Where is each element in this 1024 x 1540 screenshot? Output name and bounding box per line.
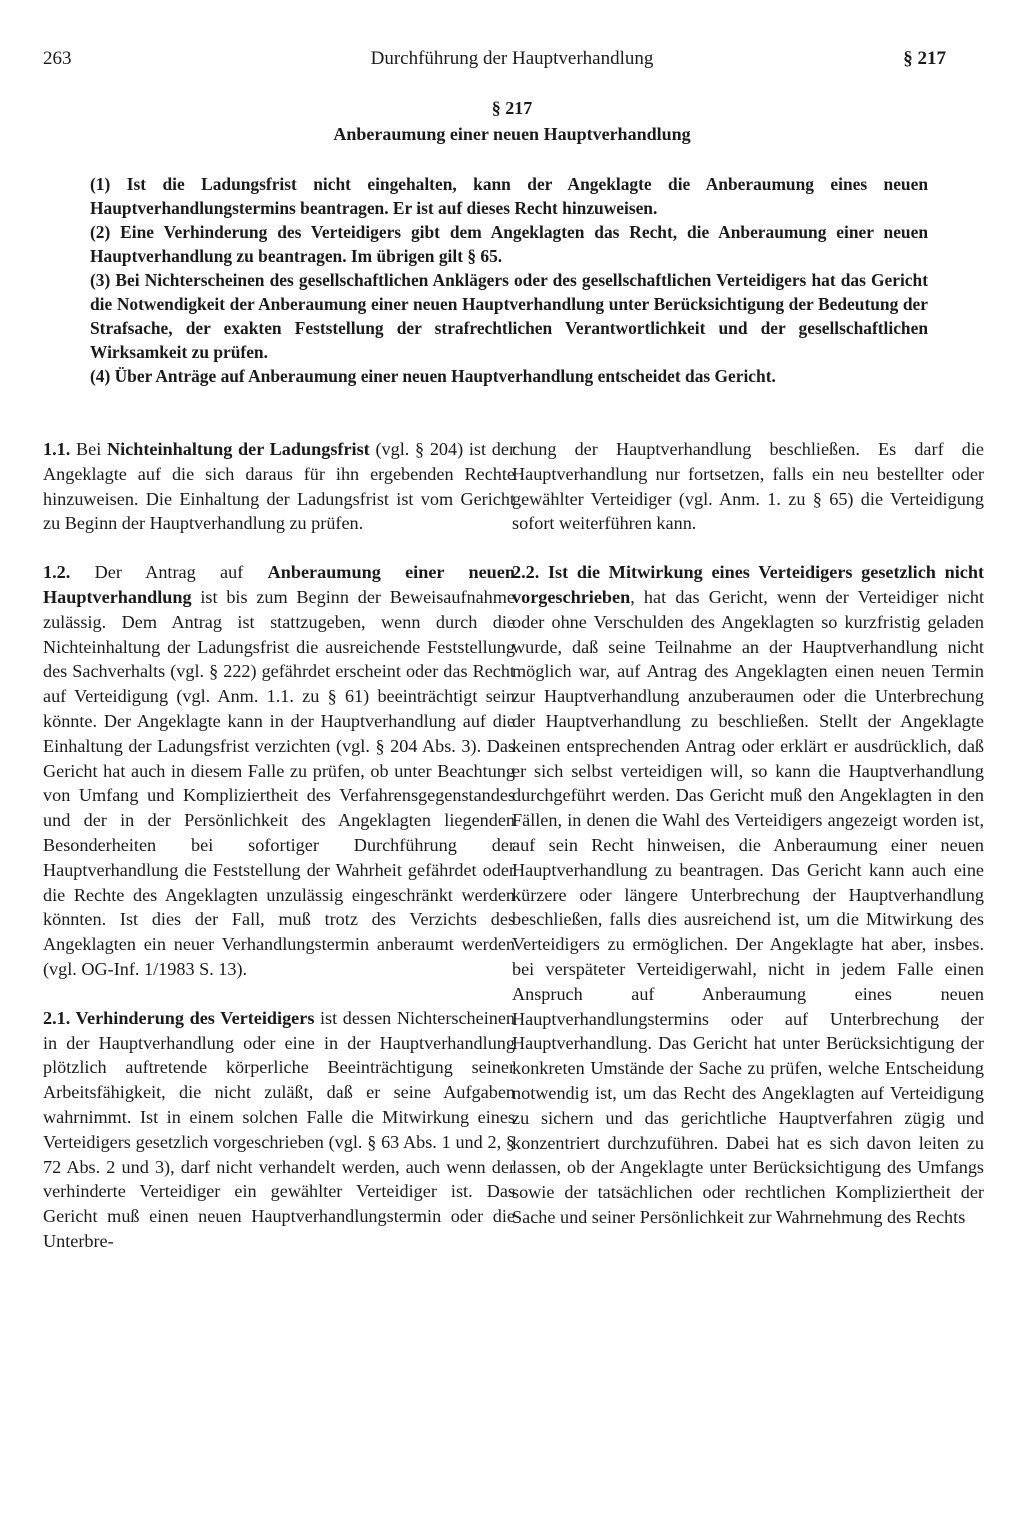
statute-paragraph-2: (2) Eine Verhinderung des Verteidigers gibt dem Angeklagten das Recht, die Anberaumung einer neuen Hauptverhandlung zu beantragen. Im übrigen gilt § 65. bbox=[90, 222, 928, 266]
annotation-number: 1.1. bbox=[43, 439, 71, 459]
annotation-text: ist bis zum Beginn der Beweisaufnahme zulässig. Dem Antrag ist stattzugeben, wenn durch die Nichteinhaltung der Ladungsfrist die ausreichende Feststellung des Sachverhalts (vgl. § 222) gefährdet erscheint oder das Recht auf Verteidigung (vgl. Anm. 1.1. zu § 61) beeinträchtigt sein könnte. Der Angeklagte kann in der Hauptverhandlung auf die Einhaltung der Ladungsfrist verzichten (vgl. § 204 Abs. 3). Das Gericht hat auch in diesem Falle zu prüfen, ob unter Beachtung von Umfang und Kompliziertheit des Verfahrensgegenstandes und der in der Persönlichkeit des Angeklagten liegenden Besonderheiten bei sofortiger Durchführung der Hauptverhandlung die Feststellung der Wahrheit gefährdet oder die Rechte des Angeklagten unzulässig eingeschränkt werden könnten. Ist dies der Fall, muß trotz des Verzichts des Angeklagten ein neuer Verhandlungstermin anberaumt werden (vgl. OG-Inf. 1/1983 S. 13). bbox=[43, 586, 515, 979]
annotation-1-2 bbox=[43, 560, 515, 982]
statute-paragraph-3: (3) Bei Nichterscheinen des gesellschaftlichen Anklägers oder des gesellschaftlichen Verteidigers hat das Gericht die Notwendigkeit der Anberaumung einer neuen Hauptverhandlung unter Berücksichtigung der Bedeutung der Strafsache, der exakten Feststellung der strafrechtlichen Verantwortlichkeit und der gesellschaftlichen Wirksamkeit zu prüfen. bbox=[90, 270, 928, 362]
annotation-text: ist dessen Nichterscheinen in der Hauptverhandlung oder eine in der Hauptverhandlung plötzlich auftretende körperliche Beeinträchtigung seiner Arbeitsfähigkeit, die nicht zuläßt, daß er seine Aufgaben wahrnimmt. Ist in einem solchen Falle die Mitwirkung eines Verteidigers gesetzlich vorgeschrieben (vgl. § 63 Abs. 1 und 2, § 72 Abs. 2 und 3), darf nicht verhandelt werden, auch wenn der verhinderte Verteidiger ein gewählter Verteidiger ist. Das Gericht muß einen neuen Hauptverhandlungstermin oder die Unterbre- bbox=[43, 1007, 516, 1251]
annotation-keyword: Ist die Mitwirkung eines Verteidigers gesetzlich nicht vorgeschrieben bbox=[512, 562, 984, 607]
page-number: 263 bbox=[43, 48, 72, 69]
statute-text bbox=[90, 172, 928, 388]
annotation-keyword: Nichteinhaltung der Ladungsfrist bbox=[106, 439, 370, 459]
annotation-keyword: Anberaumung einer neuen Hauptverhandlung bbox=[43, 562, 515, 607]
annotation-2-1 bbox=[43, 1006, 515, 1254]
header-section: § 217 bbox=[903, 48, 946, 69]
statute-paragraph-4: (4) Über Anträge auf Anberaumung einer neuen Hauptverhandlung entscheidet das Gericht. bbox=[90, 366, 776, 386]
annotation-2-1-continued: chung der Hauptverhandlung beschließen. Es darf die Hauptverhandlung nur fortsetzen, falls ein neu bestellter oder gewählter Verteidiger (vgl. Anm. 1. zu § 65) die Verteidigung sofort weiterführen kann. bbox=[512, 439, 984, 534]
annotation-text: , hat das Gericht, wenn der Verteidiger nicht oder ohne Verschulden des Angeklagten so kurzfristig geladen wurde, daß seine Teilnahme an der Hauptverhandlung nicht möglich war, auf Antrag des Angeklagten einen neuen Termin zur Hauptverhandlung anzuberaumen oder die Unterbrechung der Hauptverhandlung zu beschließen. Stellt der Angeklagte keinen entsprechenden Antrag oder erklärt er ausdrücklich, daß er sich selbst verteidigen will, so kann die Hauptverhandlung durchgeführt werden. Das Gericht muß den Angeklagten in den Fällen, in denen die Wahl des Verteidigers angezeigt worden ist, auf sein Recht hinweisen, die Anberaumung einer neuen Hauptverhandlung zu beantragen. Das Gericht kann auch eine kürzere oder längere Unterbrechung der Hauptverhandlung beschließen, falls dies ausreichend ist, um die Mitwirkung des Verteidigers zu ermöglichen. Der Angeklagte hat aber, insbes. bei verspäteter Verteidigerwahl, nicht in jedem Falle einen Anspruch auf Anberaumung eines neuen Hauptverhandlungstermins oder auf Unterbrechung der Hauptverhandlung. Das Gericht hat unter Berücksichtigung der konkreten Umstände der Sache zu prüfen, welche Entscheidung notwendig ist, um das Recht des Angeklagten auf Verteidigung zu sichern und das gerichtliche Hauptverfahren zügig und konzentriert durchzuführen. Dabei hat es sich davon leiten zu lassen, ob der Angeklagte unter Berücksichtigung des Umfangs sowie der tatsächlichen oder rechtlichen Kompliziertheit der Sache und seiner Persönlichkeit zur Wahrnehmung des Rechts bbox=[512, 586, 984, 1227]
section-title: Anberaumung einer neuen Hauptverhandlung bbox=[333, 124, 691, 144]
annotation-number: 2.1. bbox=[43, 1007, 71, 1028]
commentary-right-column bbox=[512, 437, 984, 1254]
commentary-left-column bbox=[43, 437, 515, 1278]
annotation-number: 2.2. bbox=[512, 562, 540, 583]
annotation-1-1 bbox=[43, 437, 515, 536]
page-header bbox=[0, 44, 1024, 74]
annotation-text: Der Antrag auf bbox=[70, 562, 268, 583]
section-number: § 217 bbox=[491, 98, 533, 118]
statute-paragraph-1: (1) Ist die Ladungsfrist nicht eingehalten, kann der Angeklagte die Anberaumung eines neuen Hauptverhandlungstermins beantragen. Er ist auf dieses Recht hinzuweisen. bbox=[90, 174, 928, 218]
annotation-text: Bei bbox=[70, 439, 107, 459]
running-title: Durchführung der Hauptverhandlung bbox=[370, 48, 654, 69]
annotation-text: (vgl. § 204) ist der Angeklagte auf die sich daraus für ihn ergebenden Rechte hinzuweisen. Die Einhaltung der Ladungsfrist ist vom Gericht zu Beginn der Hauptverhandlung zu prüfen. bbox=[43, 439, 516, 534]
annotation-2-2 bbox=[512, 560, 984, 1230]
annotation-keyword: Verhinderung des Verteidigers bbox=[70, 1007, 315, 1028]
annotation-number: 1.2. bbox=[43, 562, 71, 583]
